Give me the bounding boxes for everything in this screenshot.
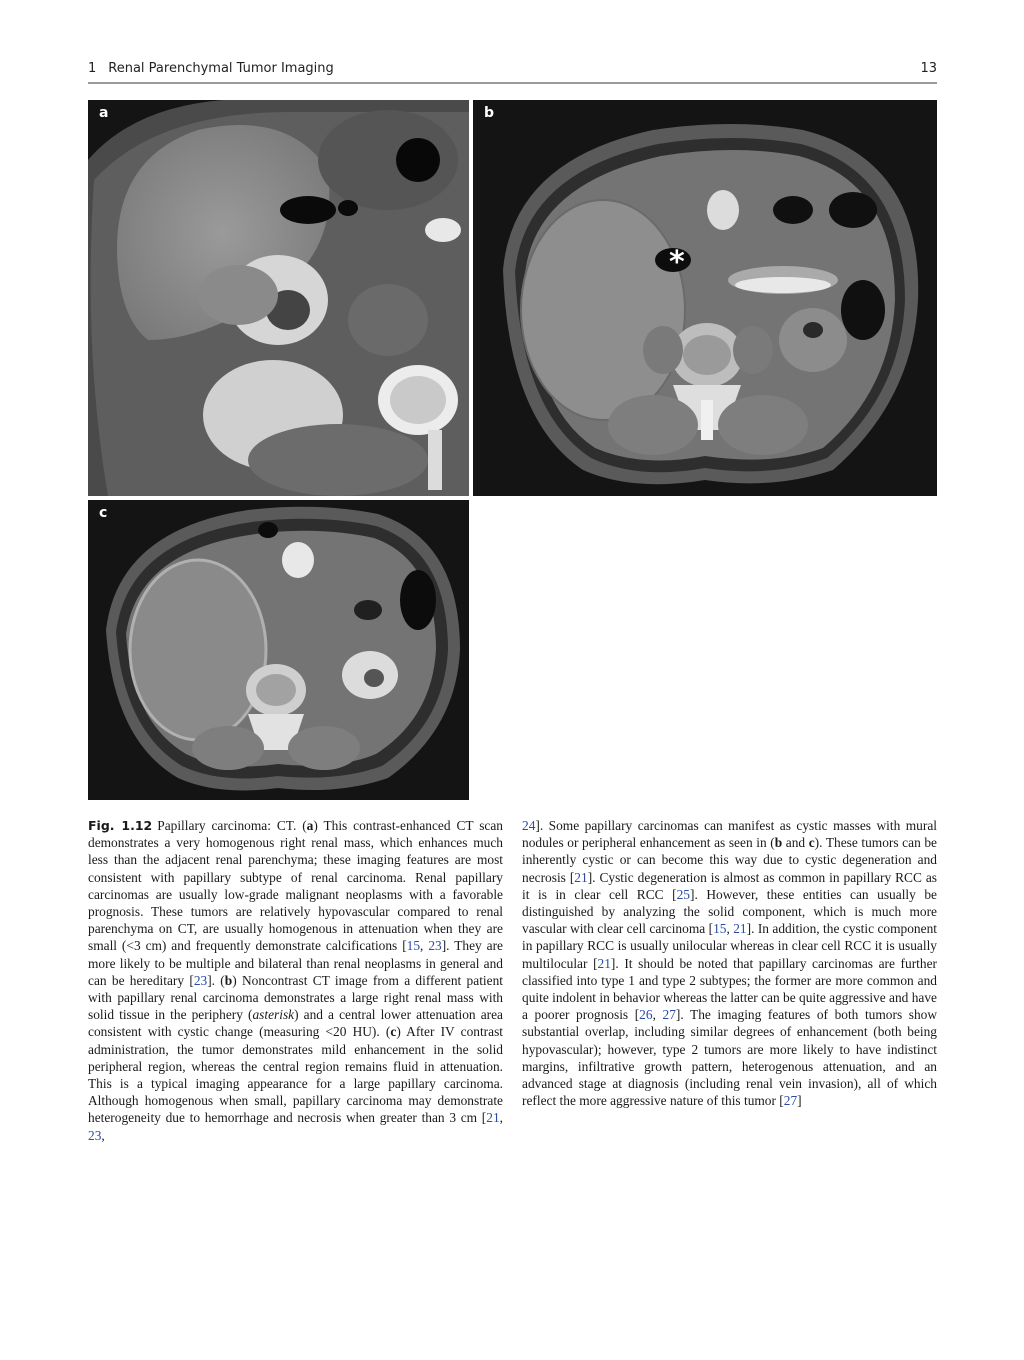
citation-link[interactable]: 21 [486,1110,500,1126]
caption-text-segment: ) and a central lower attenuation area consistent with cystic change (measuring <20 HU). ( [88,1007,503,1040]
caption-text-segment: , [420,938,429,954]
citation-link[interactable]: 27 [662,1007,676,1023]
caption-text-segment: ]. ( [207,972,225,988]
ct-image-a [88,100,469,496]
caption-text-segment: , [652,1007,663,1023]
caption-text-segment: ]. The imaging features of both tumors show substantial overlap, including similar degrees of enhancement (both being hypovascular); however, type 2 tumors are more likely to have indistinct margins, infiltrative growth pattern, heterogenous attenuation, and an advanced stage at diagnosis (including renal vein invasion), all of which reflect the more aggressive nature of this tumor [ [522,1007,937,1109]
citation-link[interactable]: 23 [428,938,442,954]
citation-link[interactable]: 24 [522,818,536,833]
caption-text-segment: ) After IV contrast administration, the tumor demonstrates mild enhancement in the solid peripheral region, whereas the central region remains fluid in attenuation. This is a typical imaging appearance for a large papillary carcinoma. Although homogenous when small, papillary carcinoma may demonstrate heterogeneity due to hemorrhage and necrosis when greater than 3 cm [ [88,1024,504,1126]
chapter-number: 1 [88,61,97,76]
panel-reference: c [390,1024,397,1040]
caption-text-segment: and [782,835,809,851]
asterisk-marker: * [669,245,685,280]
caption-text-segment: ] [797,1093,802,1109]
caption-text-segment: ]. Some papillary carcinomas can manifest as cystic masses with mural nodules or peripheral enhancement as seen in ( [522,818,937,851]
caption-text-left [88,818,503,1143]
citation-link[interactable]: 21 [733,921,747,937]
chapter-heading [88,61,334,76]
caption-text-segment: ]. They are more likely to be multiple and bilateral than renal neoplasms in general and can be hereditary [ [88,938,503,988]
caption-text-segment: , [499,1110,503,1126]
citation-link[interactable]: 26 [639,1007,653,1023]
panel-reference: b [774,835,783,851]
panel-label-b: b [484,105,495,121]
panel-reference: b [224,972,233,988]
citation-link[interactable]: 15 [406,938,421,954]
ct-panel-c [88,500,469,800]
citation-link[interactable]: 23 [88,1127,102,1143]
panel-label-c: c [99,505,108,521]
citation-link[interactable]: 23 [193,972,208,988]
panel-reference: c [808,835,815,851]
citation-link[interactable]: 15 [713,921,727,937]
figure-label: Fig. 1.12 [88,818,153,833]
figure-caption-right-column [522,817,937,1109]
ct-panel-b [473,100,937,496]
italic-term: asterisk [252,1007,295,1023]
page-number: 13 [920,61,937,76]
caption-text-segment: ]. It should be noted that papillary carcinomas are further classified into type 1 and type 2 subtypes; the former are more common and quite indolent in behavior whereas the latter can be quite aggressive and have a poorer prognosis [ [522,955,937,1023]
caption-text-segment: ]. In addition, the cystic component in papillary RCC is usually unilocular whereas in clear cell RCC it is usually multilocular [ [522,921,937,971]
caption-text-segment: ]. However, these entities can usually be distinguished by analyzing the solid component, which is much more vascular with clear cell carcinoma [ [522,886,938,937]
caption-text-segment: ) Noncontrast CT image from a different patient with papillary renal carcinoma demonstrates a large right renal mass with solid tissue in the periphery ( [88,972,504,1023]
panel-reference: a [306,818,314,833]
citation-link[interactable]: 25 [676,886,690,902]
citation-link[interactable]: 21 [597,955,611,971]
ct-panel-a [88,100,469,496]
chapter-title: Renal Parenchymal Tumor Imaging [108,61,334,76]
caption-text-segment: Papillary carcinoma: CT. ( [157,818,307,833]
citation-link[interactable]: 27 [783,1093,798,1109]
caption-text-segment: ). These tumors can be inherently cystic or can become this way due to cystic degeneration and necrosis [ [522,835,937,885]
caption-text-segment: , [101,1127,105,1143]
caption-text-segment: , [726,921,734,937]
ct-image-c [88,500,469,800]
citation-link[interactable]: 21 [574,869,588,885]
ct-image-b [473,100,937,496]
panel-label-a: a [99,105,109,121]
caption-text-segment: ) This contrast-enhanced CT scan demonstrates a very homogenous right renal mass, which enhances much less than the adjacent renal parenchyma; these imaging features are most consistent with papillary subtype of renal carcinoma. Renal papillary carcinomas are usually low-grade malignant neoplasms with a favorable prognosis. These tumors are relatively hypovascular compared to renal parenchyma on CT, are usually homogenous in attenuation when they are small (<3 cm) and frequently demonstrate calcifications [ [88,818,503,954]
caption-text-right [522,818,937,1108]
running-header [88,58,937,84]
caption-text-segment: ]. Cystic degeneration is almost as common in papillary RCC as it is in clear cell RCC [ [522,869,937,902]
figure-caption-left-column [88,817,503,1144]
